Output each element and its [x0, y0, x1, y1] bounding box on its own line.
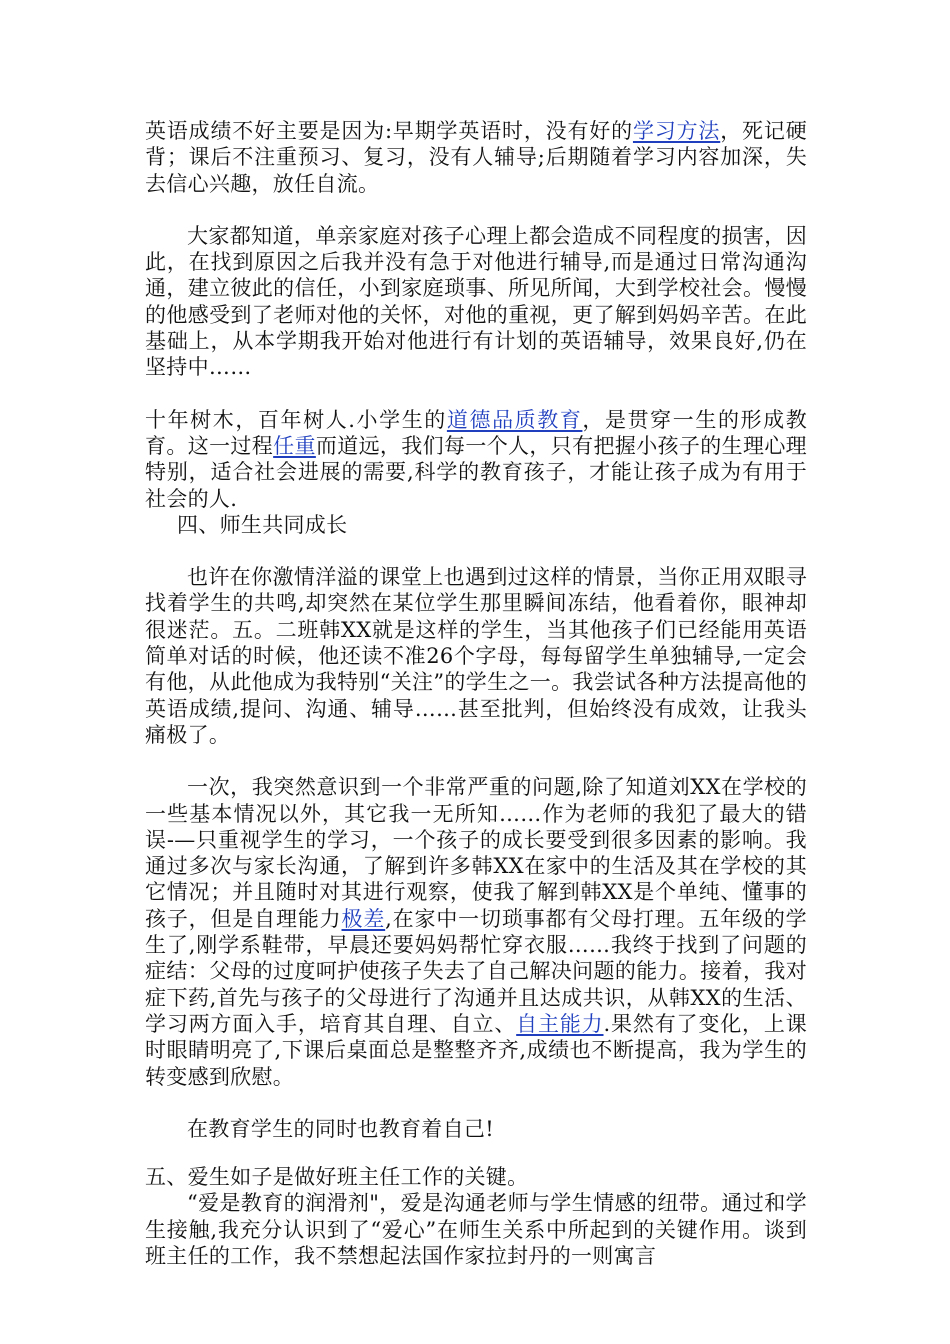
- paragraph-classroom-scene: 也许在你激情洋溢的课堂上也遇到过这样的情景，当你正用双眼寻找着学生的共鸣,却突然在某位学生那里瞬间冻结，他看着你，眼神却很迷茫。五。二班韩XX就是这样的学生，当其他孩子们已经能用英语简单对话的时候，他还读不准26个字母，每每留学生单独辅导,一定会有他，从此他成为我特别“关注”的学生之一。我尝试各种方法提高他的英语成绩,提问、沟通、辅导……甚至批判，但始终没有成效，让我头痛极了。: [145, 565, 807, 747]
- link-moral-quality-education[interactable]: 道德品质教育: [446, 407, 583, 432]
- link-study-method[interactable]: 学习方法: [632, 119, 721, 143]
- section-heading-5: 五、爱生如子是做好班主任工作的关键。: [145, 1165, 529, 1190]
- paragraph-self-education: 在教育学生的同时也教育着自己!: [187, 1116, 494, 1141]
- paragraph-moral-education: 十年树木，百年树人.小学生的道德品质教育，是贯穿一生的形成教育。这一过程任重而道远，我们每一个人，只有把握小孩子的生理心理特别，适合社会进展的需要,科学的教育孩子，才能让孩子成为有用于社会的人.: [145, 407, 808, 511]
- link-very-poor[interactable]: 极差: [341, 906, 386, 931]
- link-heavy-duty[interactable]: 任重: [273, 433, 316, 458]
- document-body: [145, 118, 807, 1269]
- paragraph-english-grades: 英语成绩不好主要是因为:早期学英语时，没有好的学习方法，死记硬背；课后不注重预习、复习，没有人辅导;后期随着学习内容加深，失去信心兴趣，放任自流。: [145, 119, 807, 196]
- paragraph-love-lubricant: “爱是教育的润滑剂"，爱是沟通老师与学生情感的纽带。通过和学生接触,我充分认识到了“爱心”在师生关系中所起到的关键作用。谈到班主任的工作，我不禁想起法国作家拉封丹的一则寓言: [145, 1191, 807, 1268]
- paragraph-single-parent: 大家都知道，单亲家庭对孩子心理上都会造成不同程度的损害，因此，在找到原因之后我并没有急于对他进行辅导,而是通过日常沟通沟通，建立彼此的信任，小到家庭琐事、所见所闻，大到学校社会。慢慢的他感受到了老师对他的关怀，对他的重视，更了解到妈妈辛苦。在此基础上，从本学期我开始对他进行有计划的英语辅导，效果良好,仍在坚持中……: [145, 223, 807, 380]
- paragraph-realization: 一次，我突然意识到一个非常严重的问题,除了知道刘XX在学校的一些基本情况以外，其它我一无所知……作为老师的我犯了最大的错误-—只重视学生的学习，一个孩子的成长要受到很多因素的影响。我通过多次与家长沟通，了解到许多韩XX在家中的生活及其在学校的其它情况；并且随时对其进行观察，使我了解到韩XX是个单纯、懂事的孩子，但是自理能力极差,在家中一切琐事都有父母打理。五年级的学生了,刚学系鞋带，早晨还要妈妈帮忙穿衣服……我终于找到了问题的症结：父母的过度呵护使孩子失去了自己解决问题的能力。接着，我对症下药,首先与孩子的父母进行了沟通并且达成共识，从韩XX的生活、学习两方面入手，培育其自理、自立、自主能力.果然有了变化，上课时眼睛明亮了,下课后桌面总是整整齐齐,成绩也不断提高，我为学生的转变感到欣慰。: [145, 775, 807, 1089]
- link-autonomy[interactable]: 自主能力: [516, 1011, 604, 1036]
- section-heading-4: 四、师生共同成长: [177, 512, 348, 537]
